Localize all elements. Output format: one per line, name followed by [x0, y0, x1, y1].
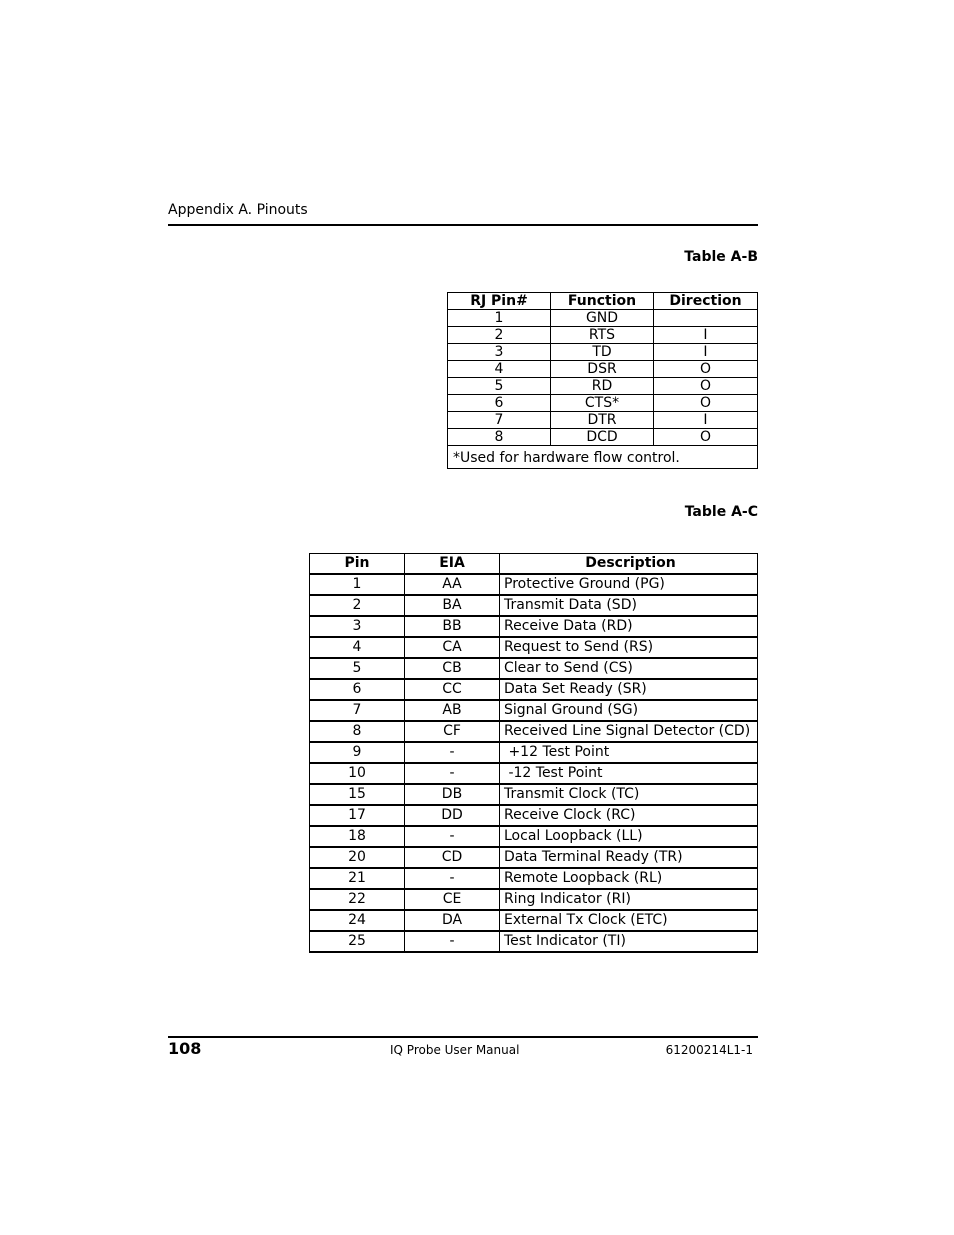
table-row	[448, 378, 758, 395]
table-row	[310, 742, 758, 763]
eia-cell: CA	[405, 637, 500, 658]
table-row	[448, 412, 758, 429]
eia-cell: CD	[405, 847, 500, 868]
description-cell: Signal Ground (SG)	[500, 700, 758, 721]
pin-cell: 22	[310, 889, 405, 910]
table-row	[310, 847, 758, 868]
eia-cell: -	[405, 931, 500, 952]
pin-cell: 25	[310, 931, 405, 952]
eia-cell: -	[405, 826, 500, 847]
eia-cell: DB	[405, 784, 500, 805]
eia-cell: BA	[405, 595, 500, 616]
pin-cell: 9	[310, 742, 405, 763]
direction-cell: I	[654, 344, 758, 361]
pin-cell: 5	[310, 658, 405, 679]
table-row	[448, 361, 758, 378]
description-cell: Transmit Clock (TC)	[500, 784, 758, 805]
rj-pin-cell: 4	[448, 361, 551, 378]
rj-pin-cell: 8	[448, 429, 551, 446]
table-row	[310, 805, 758, 826]
table-row	[310, 658, 758, 679]
column-header: RJ Pin#	[448, 293, 551, 310]
direction-cell: O	[654, 378, 758, 395]
table-ac-title: Table A-C	[684, 504, 758, 520]
manual-title: IQ Probe User Manual	[390, 1043, 520, 1057]
eia-cell: -	[405, 868, 500, 889]
direction-cell: O	[654, 395, 758, 412]
pin-cell: 2	[310, 595, 405, 616]
function-cell: TD	[551, 344, 654, 361]
table-row	[310, 616, 758, 637]
description-cell: +12 Test Point	[500, 742, 758, 763]
table-header-row	[310, 554, 758, 575]
function-cell: DCD	[551, 429, 654, 446]
description-cell: Local Loopback (LL)	[500, 826, 758, 847]
table-row	[310, 637, 758, 658]
table-row	[310, 784, 758, 805]
direction-cell: O	[654, 429, 758, 446]
pin-cell: 18	[310, 826, 405, 847]
eia-cell: BB	[405, 616, 500, 637]
pin-cell: 21	[310, 868, 405, 889]
column-header: Direction	[654, 293, 758, 310]
column-header: Description	[500, 554, 758, 575]
table-row	[310, 700, 758, 721]
direction-cell	[654, 310, 758, 327]
eia-cell: AA	[405, 574, 500, 595]
eia-cell: DA	[405, 910, 500, 931]
pin-cell: 10	[310, 763, 405, 784]
rj-pin-cell: 7	[448, 412, 551, 429]
table-row	[310, 679, 758, 700]
eia-cell: CF	[405, 721, 500, 742]
column-header: Function	[551, 293, 654, 310]
header-rule	[168, 224, 758, 226]
table-row	[310, 574, 758, 595]
eia-cell: CB	[405, 658, 500, 679]
table-ab-title: Table A-B	[684, 249, 758, 265]
description-cell: Received Line Signal Detector (CD)	[500, 721, 758, 742]
table-row	[310, 910, 758, 931]
rj-pin-cell: 2	[448, 327, 551, 344]
function-cell: CTS*	[551, 395, 654, 412]
function-cell: RD	[551, 378, 654, 395]
description-cell: -12 Test Point	[500, 763, 758, 784]
description-cell: Data Set Ready (SR)	[500, 679, 758, 700]
description-cell: External Tx Clock (ETC)	[500, 910, 758, 931]
description-cell: Request to Send (RS)	[500, 637, 758, 658]
pin-cell: 17	[310, 805, 405, 826]
description-cell: Data Terminal Ready (TR)	[500, 847, 758, 868]
rj-pin-cell: 5	[448, 378, 551, 395]
direction-cell: I	[654, 412, 758, 429]
eia-cell: -	[405, 763, 500, 784]
description-cell: Transmit Data (SD)	[500, 595, 758, 616]
document-number: 61200214L1-1	[665, 1043, 753, 1057]
eia-cell: CE	[405, 889, 500, 910]
function-cell: DTR	[551, 412, 654, 429]
description-cell: Clear to Send (CS)	[500, 658, 758, 679]
table-row	[310, 763, 758, 784]
description-cell: Ring Indicator (RI)	[500, 889, 758, 910]
footer-rule	[168, 1036, 758, 1038]
description-cell: Test Indicator (TI)	[500, 931, 758, 952]
table-row	[310, 721, 758, 742]
eia-cell: AB	[405, 700, 500, 721]
column-header: Pin	[310, 554, 405, 575]
table-row	[448, 395, 758, 412]
table-row	[448, 310, 758, 327]
description-cell: Protective Ground (PG)	[500, 574, 758, 595]
pin-cell: 3	[310, 616, 405, 637]
table-row	[310, 889, 758, 910]
function-cell: DSR	[551, 361, 654, 378]
table-row	[310, 868, 758, 889]
table-row	[448, 429, 758, 446]
rj-pin-cell: 6	[448, 395, 551, 412]
function-cell: RTS	[551, 327, 654, 344]
description-cell: Receive Clock (RC)	[500, 805, 758, 826]
eia-cell: -	[405, 742, 500, 763]
pin-cell: 7	[310, 700, 405, 721]
rj-pin-cell: 3	[448, 344, 551, 361]
direction-cell: O	[654, 361, 758, 378]
table-row	[310, 931, 758, 952]
table-note-row	[448, 446, 758, 469]
table-footnote: *Used for hardware flow control.	[448, 446, 758, 469]
table-header-row	[448, 293, 758, 310]
page-number: 108	[168, 1039, 202, 1058]
column-header: EIA	[405, 554, 500, 575]
pin-cell: 1	[310, 574, 405, 595]
table-row	[448, 327, 758, 344]
description-cell: Receive Data (RD)	[500, 616, 758, 637]
eia-cell: DD	[405, 805, 500, 826]
table-row	[310, 595, 758, 616]
rj-pin-cell: 1	[448, 310, 551, 327]
direction-cell: I	[654, 327, 758, 344]
pin-cell: 15	[310, 784, 405, 805]
function-cell: GND	[551, 310, 654, 327]
running-header: Appendix A. Pinouts	[168, 202, 308, 218]
table-row	[448, 344, 758, 361]
pin-cell: 8	[310, 721, 405, 742]
pin-cell: 6	[310, 679, 405, 700]
table-ac	[309, 553, 758, 953]
eia-cell: CC	[405, 679, 500, 700]
pin-cell: 4	[310, 637, 405, 658]
table-ab	[447, 292, 758, 469]
pin-cell: 24	[310, 910, 405, 931]
table-row	[310, 826, 758, 847]
pin-cell: 20	[310, 847, 405, 868]
description-cell: Remote Loopback (RL)	[500, 868, 758, 889]
